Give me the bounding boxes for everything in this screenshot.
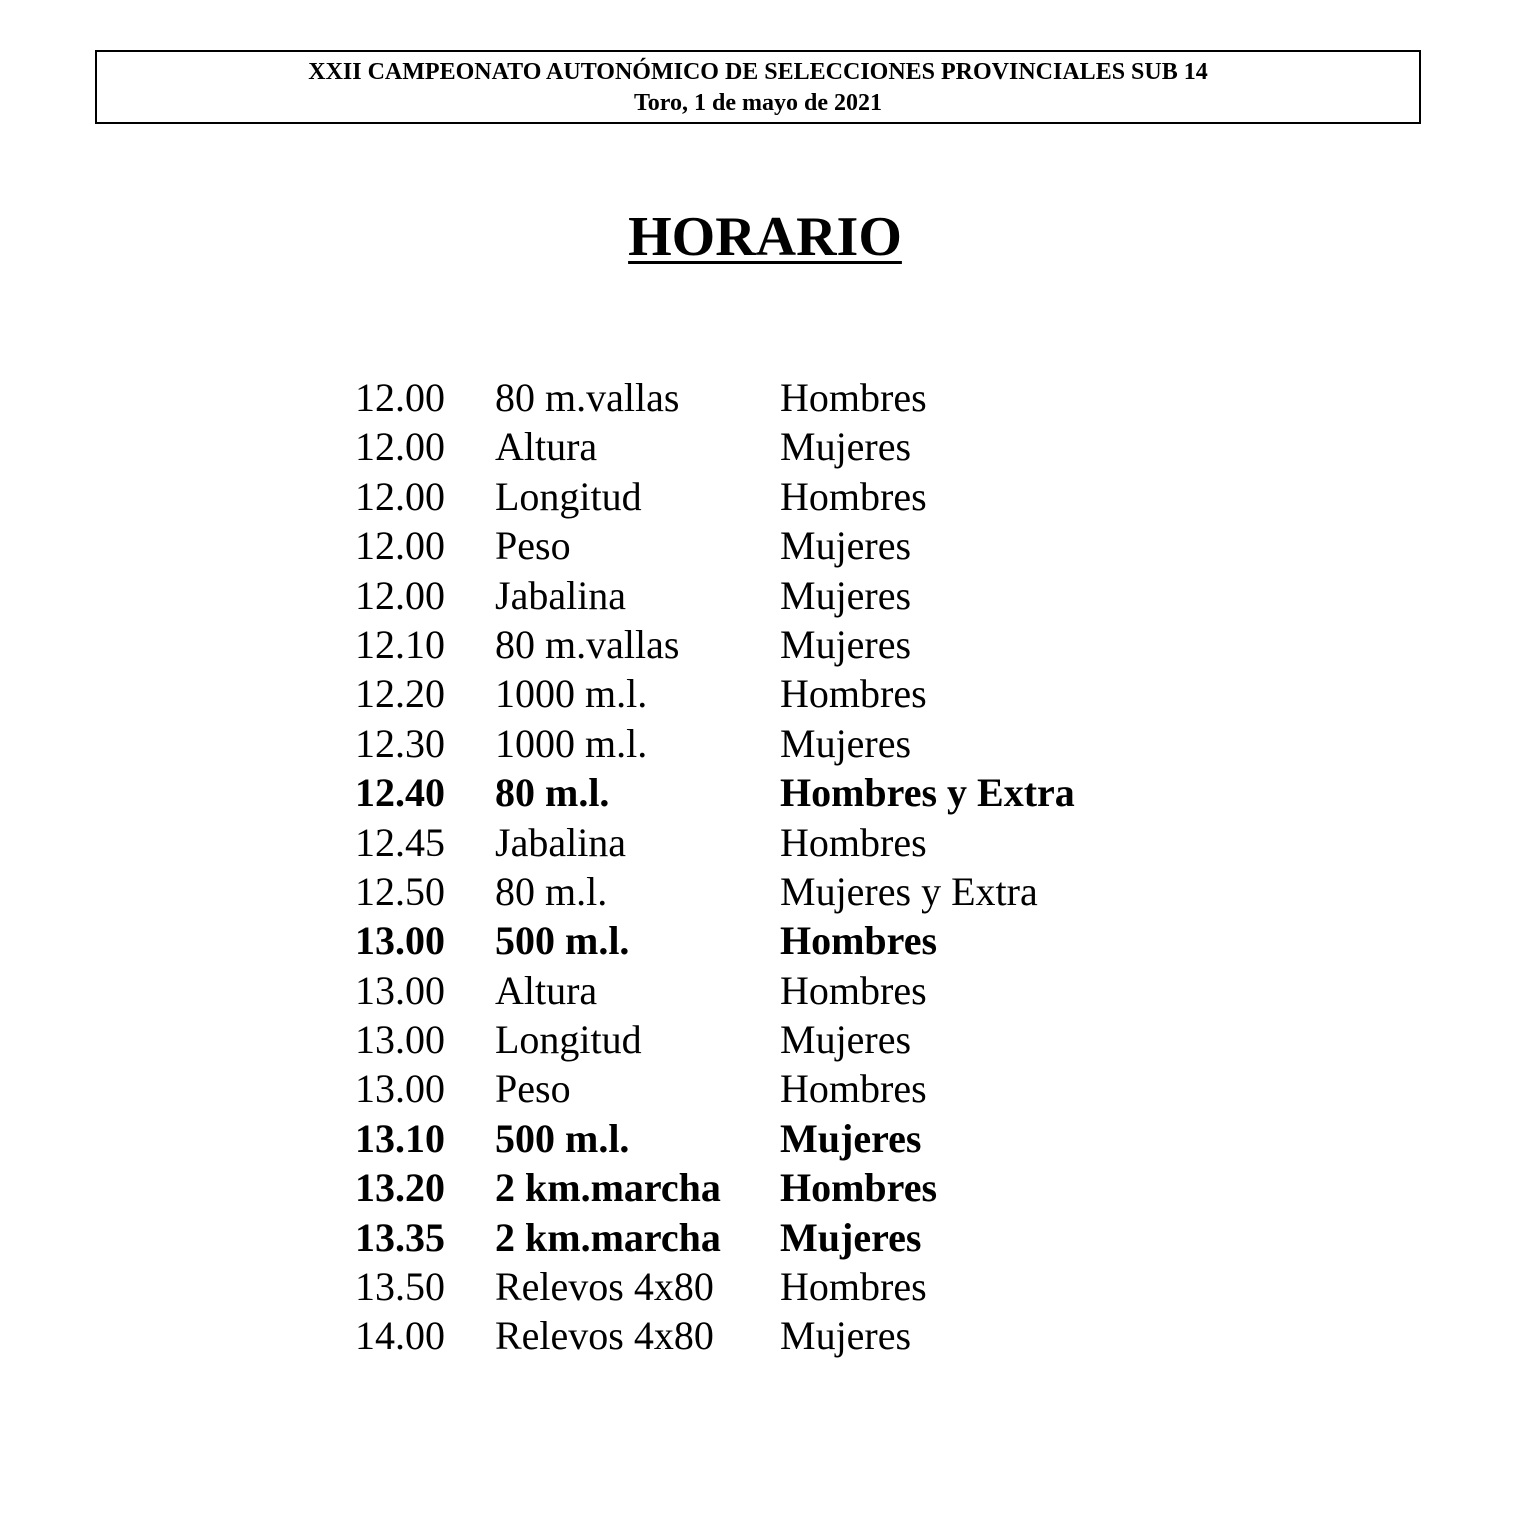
schedule-time: 12.45 [355,819,445,865]
schedule-event: 1000 m.l. [495,720,648,766]
schedule-category: Hombres [780,671,927,717]
schedule-row [355,719,1155,768]
schedule-row [355,472,1155,521]
schedule-category: Hombres [780,473,927,519]
schedule-category: Mujeres [780,572,912,618]
schedule-event: 2 km.marcha [495,1165,721,1211]
schedule-row [355,768,1155,817]
schedule-time: 12.00 [355,523,445,569]
schedule-row [355,422,1155,471]
schedule-row [355,1114,1155,1163]
schedule-event: 500 m.l. [495,918,630,964]
schedule-category: Mujeres y Extra [780,868,1038,914]
event-date-location: Toro, 1 de mayo de 2021 [633,90,882,116]
schedule-category: Mujeres [780,424,912,470]
schedule-category: Hombres [780,819,927,865]
schedule-event: Altura [495,967,598,1013]
page-title: HORARIO [628,206,902,268]
schedule-row [355,966,1155,1015]
schedule-row [355,818,1155,867]
schedule-category: Mujeres [780,1115,922,1161]
schedule-row [355,571,1155,620]
schedule-row [355,620,1155,669]
document-header [95,50,1421,124]
schedule-event: Longitud [495,1017,642,1063]
schedule-event: 80 m.l. [495,770,610,816]
schedule-event: Relevos 4x80 [495,1264,714,1310]
schedule-event: Jabalina [495,819,627,865]
schedule-time: 13.50 [355,1264,445,1310]
schedule-event: Longitud [495,473,642,519]
schedule-time: 12.10 [355,621,445,667]
schedule-time: 12.00 [355,375,445,420]
schedule-category: Mujeres [780,621,912,667]
schedule-event: 80 m.vallas [495,375,680,420]
schedule-time: 13.00 [355,967,445,1013]
schedule-category: Mujeres [780,1313,912,1359]
schedule-category: Mujeres [780,523,912,569]
schedule-time: 14.00 [355,1313,445,1359]
schedule-event: Altura [495,424,598,470]
schedule-row [355,1163,1155,1212]
championship-title: XXII CAMPEONATO AUTONÓMICO DE SELECCIONES PROVINCIALES SUB 14 [308,59,1208,85]
schedule-category: Hombres [780,1165,938,1211]
schedule-event: Peso [495,523,571,569]
schedule-time: 12.00 [355,572,445,618]
schedule-event: Peso [495,1066,571,1112]
schedule-row [355,1064,1155,1113]
schedule-time: 12.00 [355,424,445,470]
schedule-event: 80 m.vallas [495,621,680,667]
schedule-category: Hombres [780,967,927,1013]
schedule-row [355,669,1155,718]
schedule-row [355,1262,1155,1311]
schedule-row [355,1213,1155,1262]
schedule-category: Hombres [780,1066,927,1112]
schedule-event: Jabalina [495,572,627,618]
schedule-time: 13.00 [355,1066,445,1112]
schedule-time: 12.30 [355,720,445,766]
schedule-time: 13.00 [355,918,445,964]
schedule-row [355,1311,1155,1360]
schedule-event: 500 m.l. [495,1115,630,1161]
schedule-event: Relevos 4x80 [495,1313,714,1359]
schedule-time: 12.20 [355,671,445,717]
schedule-event: 1000 m.l. [495,671,648,717]
schedule-category: Mujeres [780,1017,912,1063]
schedule-category: Hombres [780,918,938,964]
schedule-time: 12.50 [355,868,445,914]
schedule-time: 13.20 [355,1165,445,1211]
schedule-list [355,373,1155,1361]
schedule-time: 12.40 [355,770,445,816]
schedule-row [355,373,1155,422]
schedule-time: 12.00 [355,473,445,519]
schedule-time: 13.35 [355,1214,445,1260]
schedule-category: Hombres y Extra [780,770,1075,816]
schedule-row [355,916,1155,965]
schedule-row [355,867,1155,916]
schedule-category: Hombres [780,375,927,420]
schedule-category: Mujeres [780,720,912,766]
schedule-category: Hombres [780,1264,927,1310]
schedule-row [355,521,1155,570]
schedule-event: 2 km.marcha [495,1214,721,1260]
schedule-time: 13.00 [355,1017,445,1063]
schedule-time: 13.10 [355,1115,445,1161]
schedule-event: 80 m.l. [495,868,608,914]
schedule-row [355,1015,1155,1064]
schedule-category: Mujeres [780,1214,922,1260]
